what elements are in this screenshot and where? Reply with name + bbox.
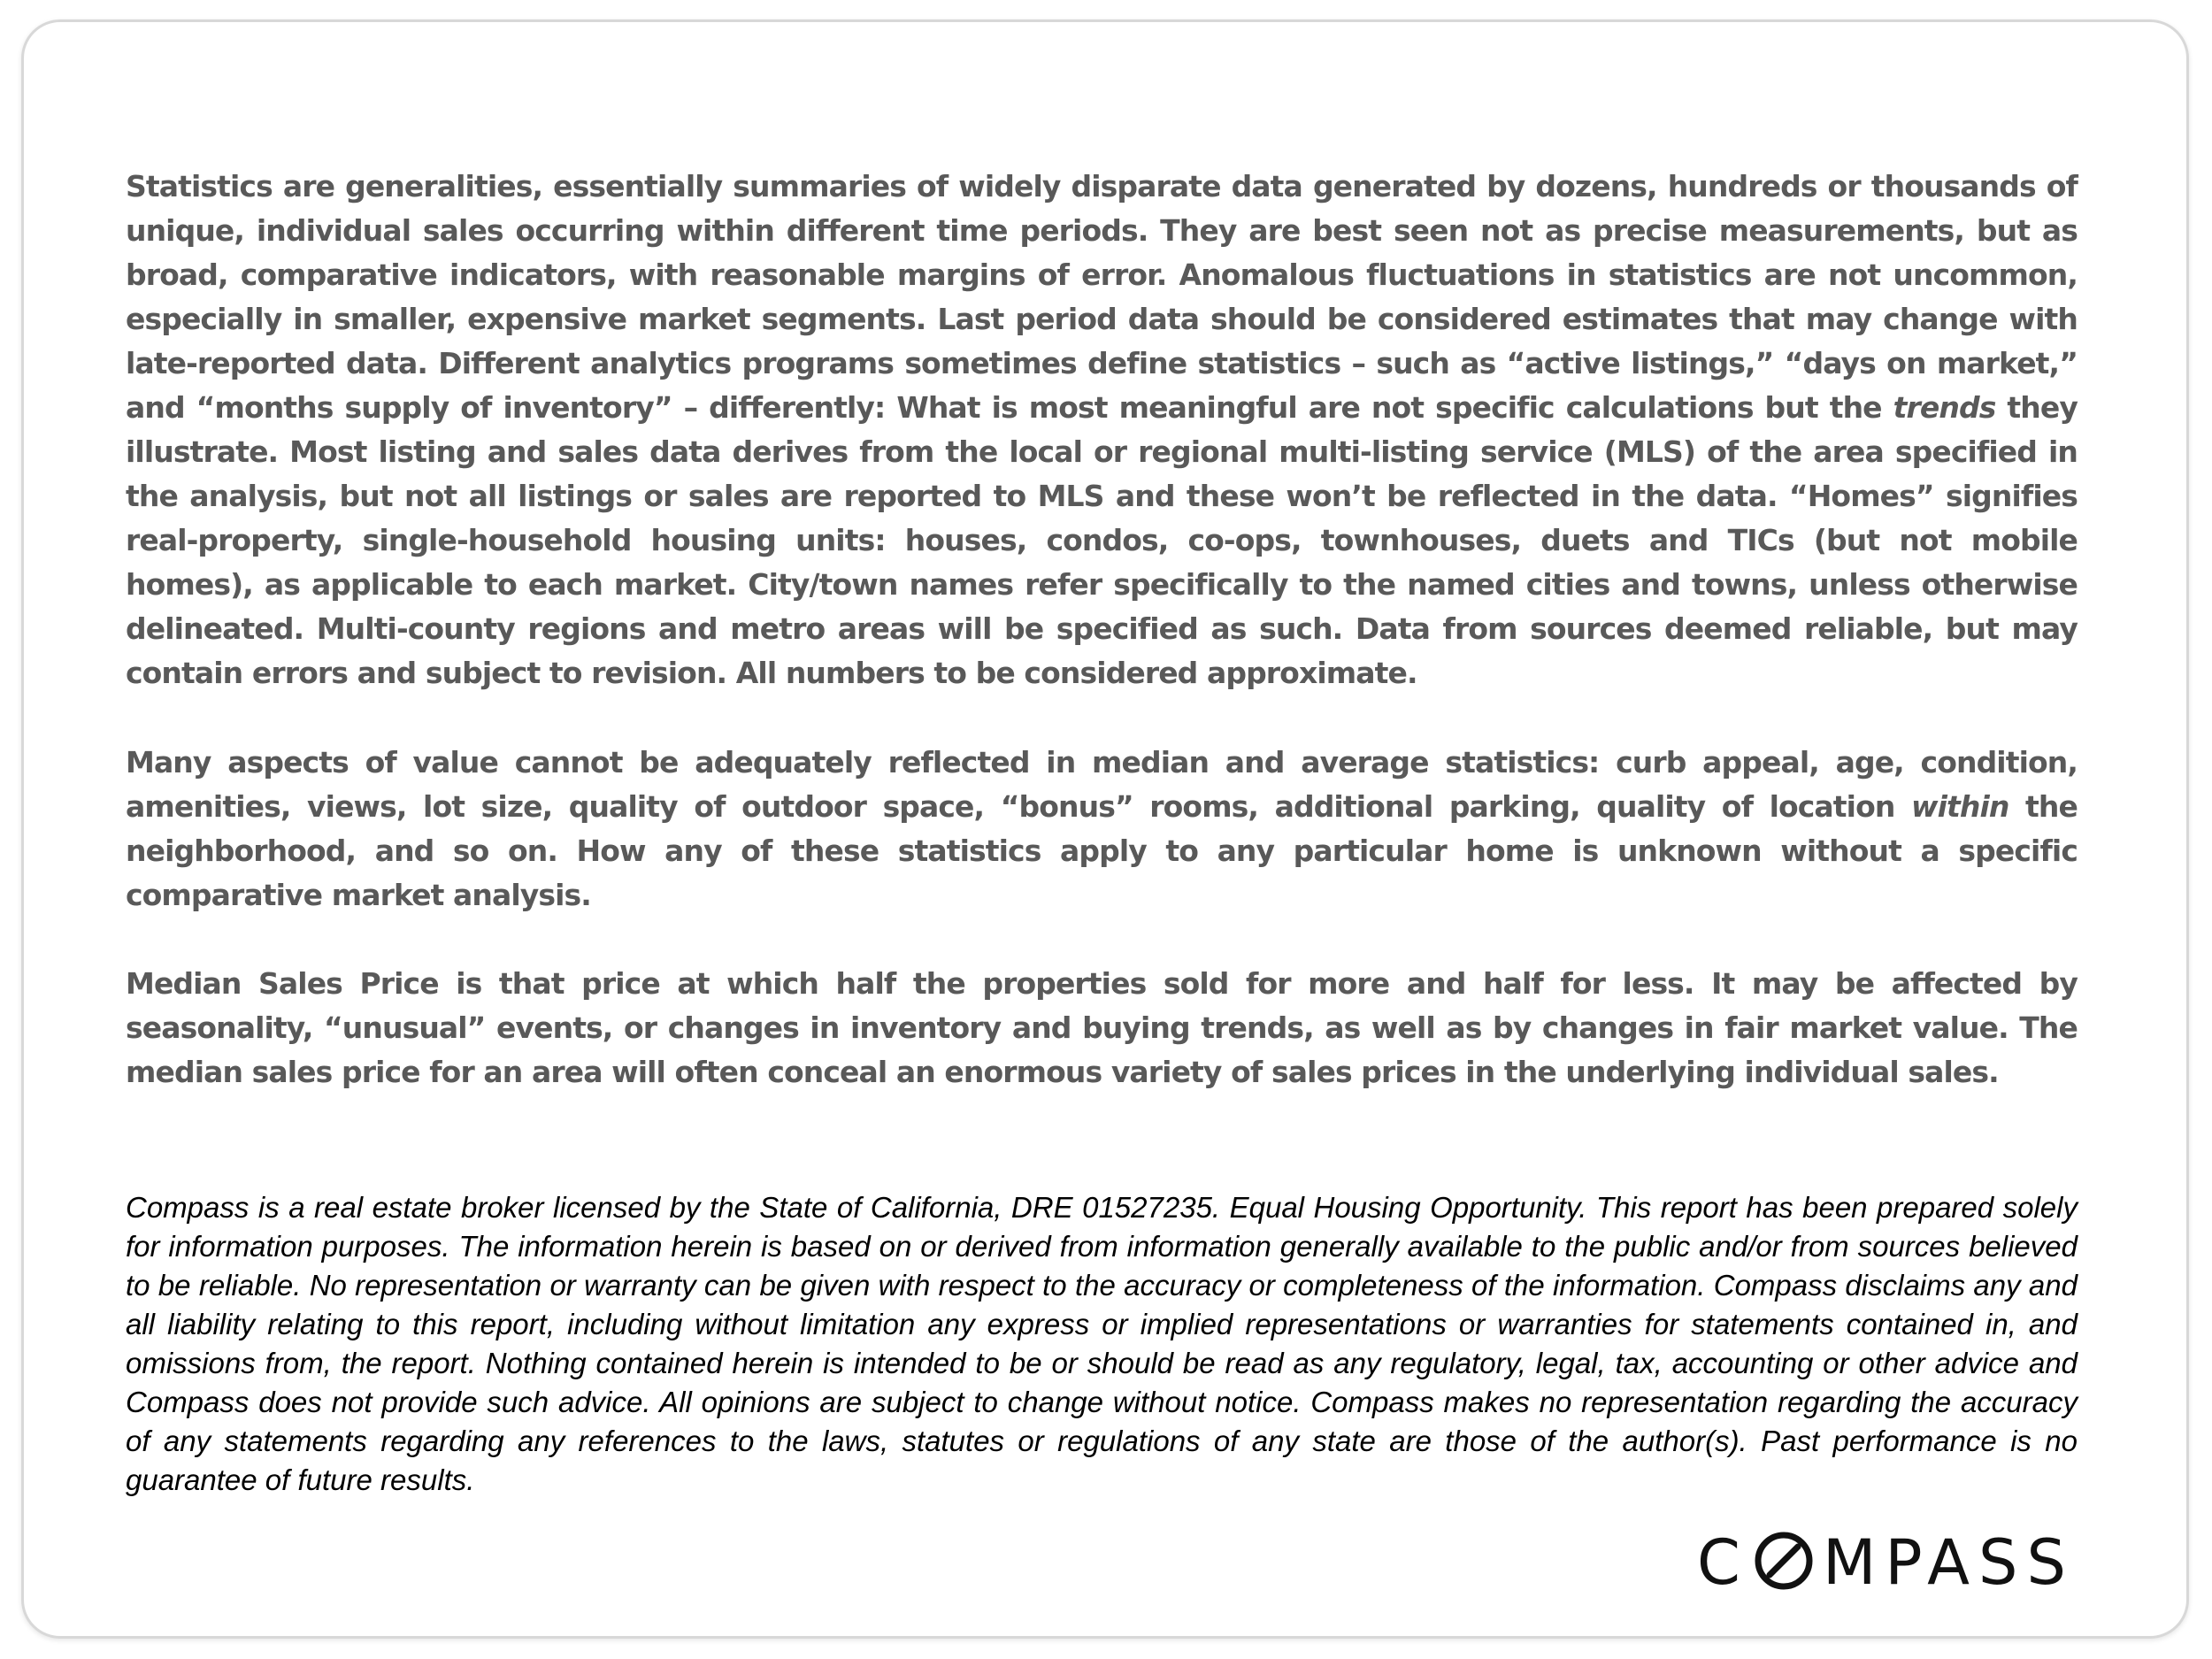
median-price-paragraph: Median Sales Price is that price at which half the properties sold for more and half for less. It may be affected by seasonality, “unusual” events, or changes in inventory and buying trends, as well as by changes in fair market value. The median sales price for an area will often conceal an enormous variety of sales prices in the underlying individual sales.	[126, 966, 2078, 1089]
legal-disclaimer: Compass is a real estate broker licensed by the State of California, DRE 01527235. Equal Housing Opportunity. This report has been prepared solely for information purposes. The information herein is based on or derived from information generally available to the public and/or from sources believed to be reliable. No representation or warranty can be given with respect to the accuracy or completeness of the information. Compass disclaims any and all liability relating to this report, including without limitation any express or implied representations or warranties for statements contained in, and omissions from, the report. Nothing contained herein is intended to be or should be read as any regulatory, legal, tax, accounting or other advice and Compass does not provide such advice. All opinions are subject to change without notice. Compass makes no representation regarding the accuracy of any statements regarding any references to the laws, statutes or regulations of any state are those of the author(s). Past performance is no guarantee of future results.	[126, 1191, 2078, 1496]
compass-o-icon	[1758, 1535, 1809, 1586]
value-aspects-paragraph: Many aspects of value cannot be adequately reflected in median and average statistics: curb appeal, age, condition, amenities, views, lot size, quality of outdoor space, “bonus” rooms, additional parking, quality of location within the neighborhood, and so on. How any of these statistics apply to any particular home is unknown without a specific comparative market analysis.	[126, 745, 2078, 912]
logo-letter-c: C	[1697, 1526, 1749, 1594]
within-emphasis: within	[1911, 789, 2009, 824]
compass-logo	[1697, 1524, 2101, 1594]
logo-letters-mpass: MPASS	[1823, 1526, 2075, 1594]
trends-emphasis: trends	[1893, 390, 1996, 425]
statistics-paragraph: Statistics are generalities, essentially summaries of widely disparate data generated by dozens, hundreds or thousands of unique, individual sales occurring within different time periods. They are best seen not as precise measurements, but as broad, comparative indicators, with reasonable margins of error. Anomalous fluctuations in statistics are not uncommon, especially in smaller, expensive market segments. Last period data should be considered estimates that may change with late-reported data. Different analytics programs sometimes define statistics – such as “active listings,” “days on market,” and “months supply of inventory” – differently: What is most meaningful are not specific calculations but the trends they illustrate. Most listing and sales data derives from the local or regional multi-listing service (MLS) of the area specified in the analysis, but not all listings or sales are reported to MLS and these won’t be reflected in the data. “Homes” signifies real-property, single-household housing units: houses, condos, co-ops, townhouses, duets and TICs (but not mobile homes), as applicable to each market. City/town names refer specifically to the named cities and towns, unless otherwise delineated. Multi-county regions and metro areas will be specified as such. Data from sources deemed reliable, but may contain errors and subject to revision. All numbers to be considered approximate.	[126, 169, 2078, 690]
